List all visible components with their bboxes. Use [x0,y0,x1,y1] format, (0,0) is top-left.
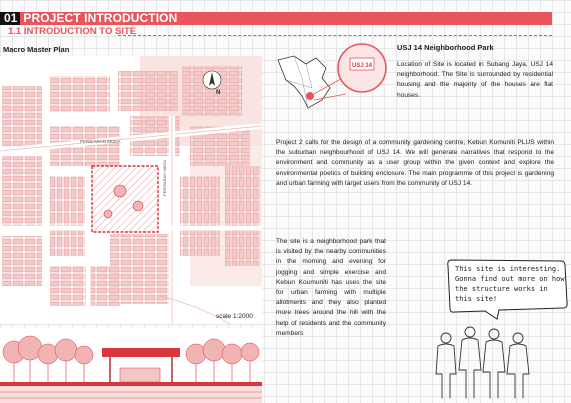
site-section-drawing [0,328,262,403]
site-location-text: Location of Site is located in Subang Jaya, USJ 14 neighborhood. The Site is surrounded by residential housing and the majority of the houses are flat houses. [397,61,553,99]
north-label: N [216,90,221,96]
subtitle-divider [118,35,552,36]
plan-label: Macro Master Plan [3,45,70,54]
road-label-1: PERSIARAN MUDA [80,139,121,144]
project-description: Project 2 calls for the design of a community gardening centre; Kebun Komuniti PLUS within the suburban neighbourhood of USJ 14. We will generate narratives that respond to the environment and community as a user group within the given context and explore the environmental poetics of building enclosure. The main programme of this project is gardening and urban farming with target users from the community of USJ 14. [276,139,554,187]
site-location-label: USJ 14 [352,63,373,69]
scale-label: scale 1:2000 [216,313,253,320]
park-title: USJ 14 Neighborhood Park [397,43,494,52]
macro-master-plan [0,56,262,324]
site-description: The site is a neighborhood park that is visited by the nearby communities in the morning and evening for jogging and simple exercise and Kebun Koumuniti has uses the site for urban farming with multiple allotments and they also planted more trees around the hill with the help of residents and the community members [276,238,386,337]
section-subtitle: 1.1 INTRODUCTION TO SITE [8,26,137,37]
header-banner [0,12,552,25]
section-number: 01 [0,12,20,25]
speech-bubble-text: This site is interesting. Gonna find out more on how the structure works in this site! [455,265,565,303]
people-sketch [428,318,540,400]
location-map [272,38,397,118]
page-title: PROJECT INTRODUCTION [23,11,178,25]
road-label-2: PERSIARAN MEGA [162,159,167,196]
